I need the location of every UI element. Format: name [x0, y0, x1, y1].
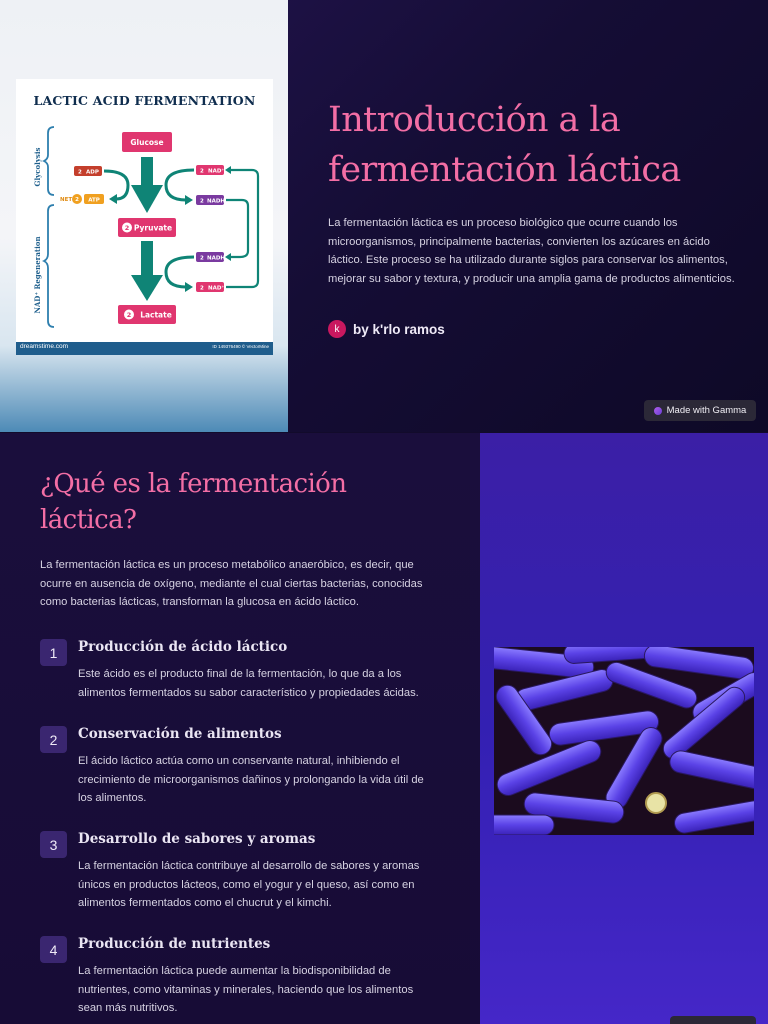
definition-slide [0, 433, 768, 1024]
nad-plus-bottom-count: 2 [200, 285, 204, 292]
nad-plus-connector-head [225, 166, 231, 174]
pyruvate-count: 2 [124, 224, 130, 232]
gamma-logo-icon [654, 407, 662, 415]
nad-regeneration-label: NAD⁺ Regeneration [33, 236, 42, 314]
item-title: Conservación de alimentos [78, 726, 282, 742]
atp-count: 2 [75, 197, 79, 203]
nad-bottom-curve-head [185, 282, 193, 292]
slide-image-panel [0, 0, 288, 432]
title-slide [0, 0, 768, 432]
adp-label: ADP [86, 169, 99, 176]
item-title: Producción de nutrientes [78, 936, 271, 952]
nadh-connector-head [225, 253, 231, 261]
made-with-gamma-label: Made with Gamma [666, 405, 747, 416]
item-number: 4 [40, 936, 67, 963]
bacteria-micrograph [494, 647, 754, 835]
item-number: 1 [40, 639, 67, 666]
nad-plus-top-count: 2 [200, 168, 204, 175]
item-text: El ácido láctico actúa como un conservante natural, inhibiendo el crecimiento de microorganismos dañinos y prolongando la vida útil de los alimentos. [78, 755, 424, 804]
arrow-pyruvate-to-lactate [131, 275, 163, 301]
nad-plus-bottom-label: NAD⁺ [208, 285, 225, 292]
image-panel [480, 433, 768, 1024]
slide-description: La fermentación láctica es un proceso biológico que ocurre cuando los microorganismos, principalmente bacterias, convierten los azúcares en ácido láctico. Este proceso se ha utilizado durante siglos para conservar los alimentos, mejorar su sabor y textura, y producir una amplia gama de productos alimenticios. [328, 217, 735, 285]
nad-bracket [44, 205, 54, 327]
adp-count: 2 [78, 169, 82, 176]
section-description: La fermentación láctica es un proceso metabólico anaeróbico, es decir, que ocurre en ausencia de oxígeno, mediante el cual ciertas bacterias, conocidas como bacterias lácticas, transforman la glucosa en ácido láctico. [40, 559, 423, 609]
glycolysis-label: Glycolysis [33, 147, 42, 187]
diagram-graphic [16, 79, 273, 341]
atp-label: ATP [88, 197, 100, 204]
nad-top-curve [166, 170, 194, 200]
lactic-acid-fermentation-diagram [16, 79, 273, 355]
item-number: 3 [40, 831, 67, 858]
diagram-brand: dreamstime.com [20, 343, 69, 350]
glucose-label: Glucose [130, 138, 164, 147]
pyruvate-label: Pyruvate [133, 223, 173, 233]
corner-tab [670, 1016, 756, 1024]
nad-top-curve-head [185, 195, 193, 205]
lactate-label: Lactate [140, 310, 172, 320]
diagram-footer [16, 342, 273, 355]
nadh-bottom-label: NADH [207, 255, 226, 262]
author-byline[interactable] [328, 320, 445, 338]
nad-plus-top-label: NAD⁺ [208, 168, 225, 175]
item-title: Producción de ácido láctico [78, 639, 288, 655]
diagram-footer-id: ID 149376490 © VectorMine [212, 344, 269, 349]
bacteria-image [494, 647, 754, 835]
section-title: ¿Qué es la fermentación láctica? [40, 469, 347, 535]
glycolysis-bracket [44, 127, 54, 195]
item-text: La fermentación láctica puede aumentar la biodisponibilidad de nutrientes, como vitaminas y minerales, haciendo que los alimentos sean más nutritivos. [78, 965, 414, 1014]
author-name: by k'rlo ramos [353, 321, 445, 337]
arrow-glucose-to-pyruvate [131, 185, 163, 213]
avatar: k [328, 320, 346, 338]
nadh-top-count: 2 [200, 198, 204, 205]
diagram-title: LACTIC ACID FERMENTATION [33, 93, 256, 108]
nadh-connector [226, 200, 248, 257]
nad-plus-connector [226, 170, 258, 287]
item-text: La fermentación láctica contribuye al desarrollo de sabores y aromas únicos en productos lácteos, como el yogur y el queso, así como en alimentos fermentados como el chucrut y el kimchi. [78, 860, 420, 909]
item-text: Este ácido es el producto final de la fermentación, lo que da a los alimentos fermentados su sabor característico y propiedades ácidas. [78, 668, 419, 699]
lactate-count: 2 [126, 311, 132, 319]
slide-title: Introducción a la fermentación láctica [328, 100, 681, 190]
nadh-top-label: NADH [207, 198, 226, 205]
nadh-bottom-count: 2 [200, 255, 204, 262]
arrow-pyruvate-stem [141, 241, 153, 279]
made-with-gamma-button[interactable] [644, 400, 756, 421]
nad-bottom-curve [166, 257, 194, 287]
net-label: NET [60, 197, 73, 203]
item-number: 2 [40, 726, 67, 753]
atp-curve-head [109, 194, 117, 204]
item-title: Desarrollo de sabores y aromas [78, 831, 316, 847]
